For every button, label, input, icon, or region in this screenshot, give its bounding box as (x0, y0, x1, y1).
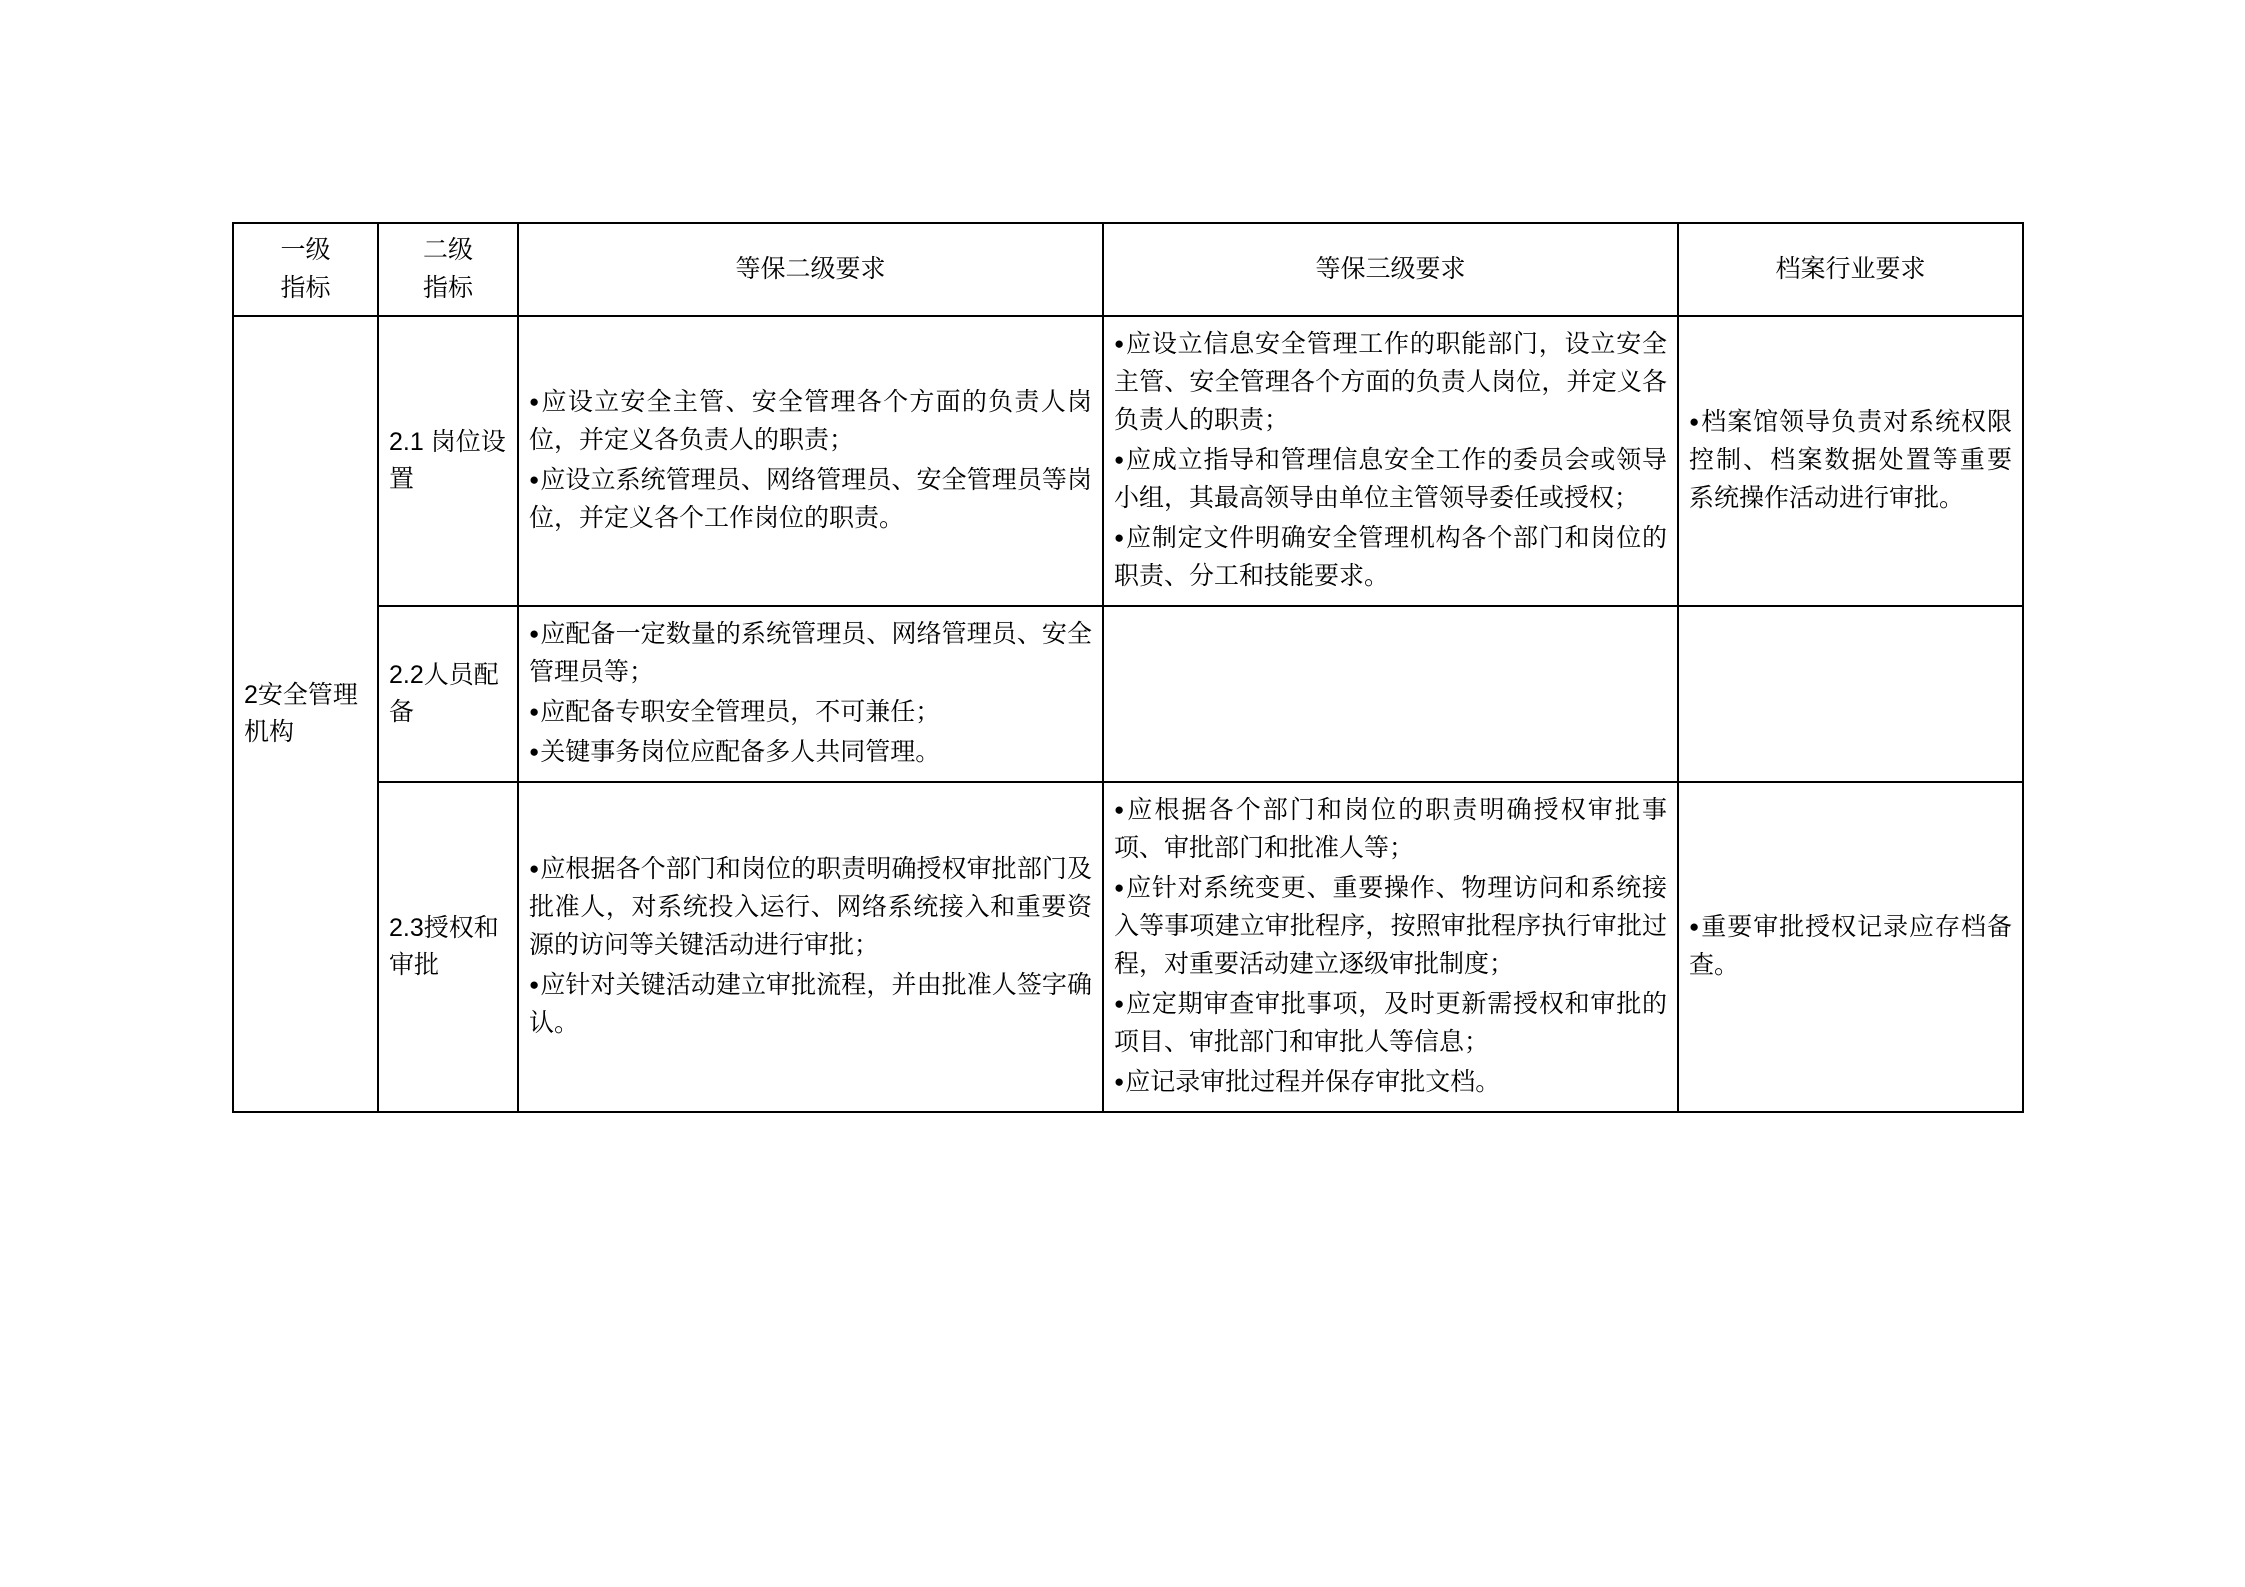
table-body (233, 316, 2023, 1112)
archive-requirements-cell-empty (1678, 606, 2023, 782)
level3-requirements-cell (1103, 316, 1678, 606)
table-header (233, 223, 2023, 316)
sub-index-cell: 2.1 岗位设置 (378, 316, 518, 606)
list-item: ● 应记录审批过程并保存审批文档。 (1114, 1063, 1667, 1101)
list-item: ● 应针对关键活动建立审批流程，并由批准人签字确认。 (529, 966, 1092, 1042)
level3-requirements-cell-empty (1103, 606, 1678, 782)
list-item: ● 应定期审查审批事项，及时更新需授权和审批的项目、审批部门和审批人等信息； (1114, 985, 1667, 1061)
list-item: ● 应配备一定数量的系统管理员、网络管理员、安全管理员等； (529, 615, 1092, 691)
bullet-list (1114, 791, 1667, 1101)
list-item: ● 档案馆领导负责对系统权限控制、档案数据处置等重要系统操作活动进行审批。 (1689, 403, 2012, 517)
header-mlps-level2-requirements: 等保二级要求 (518, 223, 1103, 316)
list-item: ● 应配备专职安全管理员，不可兼任； (529, 693, 1092, 731)
list-item: ● 应设立安全主管、安全管理各个方面的负责人岗位，并定义各负责人的职责； (529, 383, 1092, 459)
bullet-list (529, 615, 1092, 771)
header-level2-line2: 指标 (422, 273, 473, 302)
header-archive-industry-requirements: 档案行业要求 (1678, 223, 2023, 316)
header-level1-line2: 指标 (280, 273, 331, 302)
list-item: ● 应设立信息安全管理工作的职能部门，设立安全主管、安全管理各个方面的负责人岗位，并定义各负责人的职责； (1114, 325, 1667, 439)
header-level1-indicator (233, 223, 378, 316)
table-row (233, 316, 2023, 606)
category-cell: 2安全管理机构 (233, 316, 378, 1112)
header-mlps-level3-requirements: 等保三级要求 (1103, 223, 1678, 316)
level3-requirements-cell (1103, 782, 1678, 1112)
header-level2-line1: 二级 (422, 236, 473, 264)
archive-requirements-cell (1678, 782, 2023, 1112)
list-item: ● 应设立系统管理员、网络管理员、安全管理员等岗位，并定义各个工作岗位的职责。 (529, 461, 1092, 537)
requirements-table (232, 222, 2024, 1113)
sub-index-cell: 2.3授权和审批 (378, 782, 518, 1112)
list-item: ● 重要审批授权记录应存档备查。 (1689, 908, 2012, 984)
level2-requirements-cell (518, 606, 1103, 782)
list-item: ● 应根据各个部门和岗位的职责明确授权审批部门及批准人，对系统投入运行、网络系统接入和重要资源的访问等关键活动进行审批； (529, 850, 1092, 964)
archive-requirements-cell (1678, 316, 2023, 606)
bullet-list (1114, 325, 1667, 595)
bullet-list (1689, 403, 2012, 517)
table-row (233, 782, 2023, 1112)
bullet-list (1689, 908, 2012, 984)
list-item: ● 应制定文件明确安全管理机构各个部门和岗位的职责、分工和技能要求。 (1114, 519, 1667, 595)
list-item: ● 应根据各个部门和岗位的职责明确授权审批事项、审批部门和批准人等； (1114, 791, 1667, 867)
table-header-row (233, 223, 2023, 316)
table-row (233, 606, 2023, 782)
list-item: ● 应成立指导和管理信息安全工作的委员会或领导小组，其最高领导由单位主管领导委任或授权； (1114, 441, 1667, 517)
bullet-list (529, 383, 1092, 537)
list-item: ● 关键事务岗位应配备多人共同管理。 (529, 733, 1092, 771)
header-level2-indicator (378, 223, 518, 316)
level2-requirements-cell (518, 782, 1103, 1112)
bullet-list (529, 850, 1092, 1042)
header-level1-line1: 一级 (280, 236, 331, 264)
level2-requirements-cell (518, 316, 1103, 606)
sub-index-cell: 2.2人员配备 (378, 606, 518, 782)
list-item: ● 应针对系统变更、重要操作、物理访问和系统接入等事项建立审批程序，按照审批程序执行审批过程，对重要活动建立逐级审批制度； (1114, 869, 1667, 983)
